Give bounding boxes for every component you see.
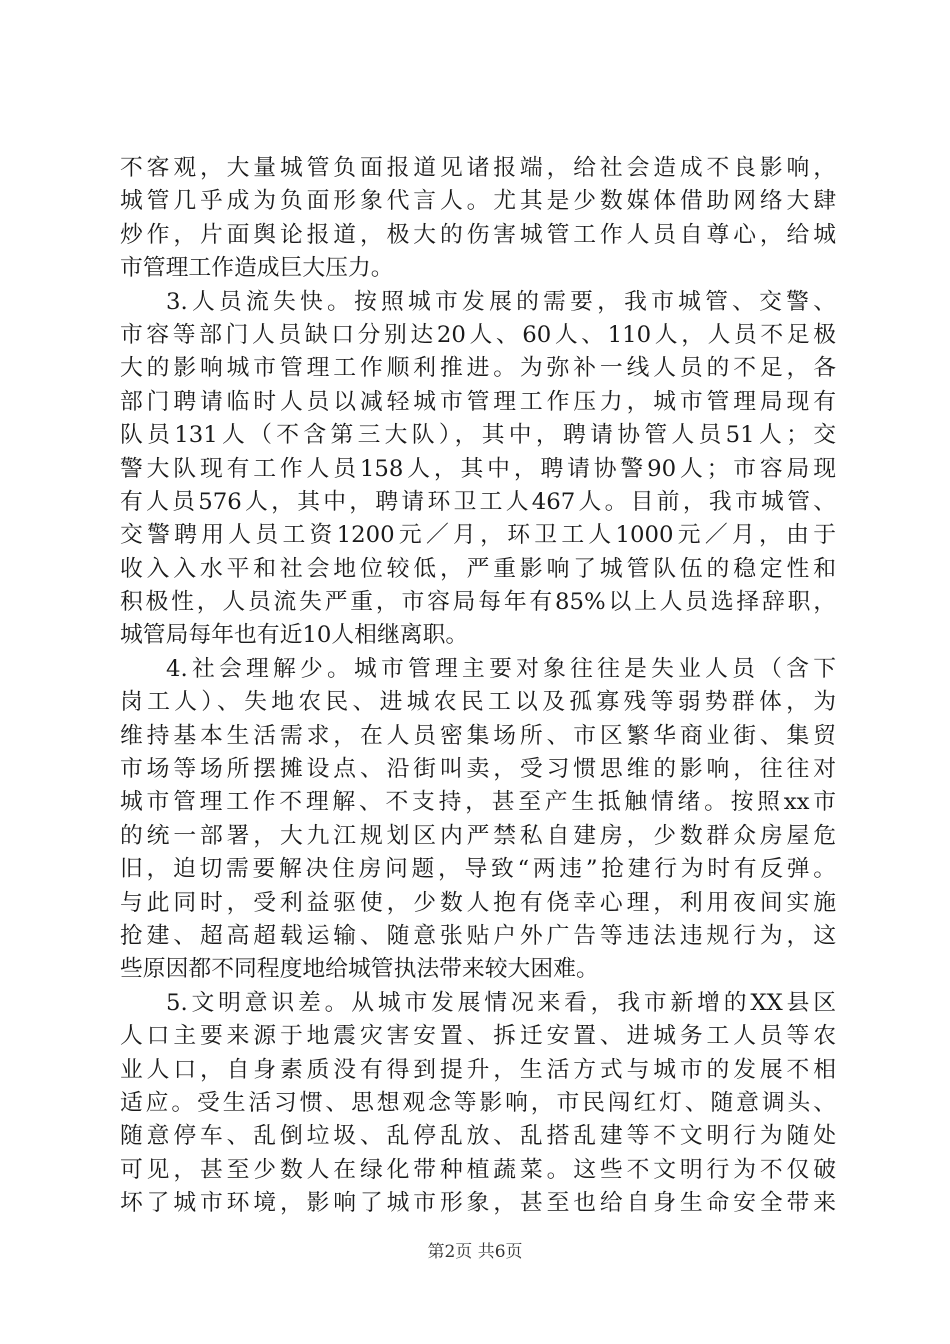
text-line: 部门聘请临时人员以减轻城市管理工作压力，城市管理局现有 xyxy=(120,388,836,415)
text-line: 城管几乎成为负面形象代言人。尤其是少数媒体借助网络大肆 xyxy=(120,188,836,215)
text-line: 市管理工作造成巨大压力。 xyxy=(120,255,394,282)
page-number-footer: 第2页 共6页 xyxy=(427,1242,523,1262)
text-line: 收入入水平和社会地位较低，严重影响了城管队伍的稳定性和 xyxy=(120,555,836,582)
text-line: 不客观，大量城管负面报道见诸报端，给社会造成不良影响， xyxy=(120,155,836,181)
paragraph-heading-line: 5.文明意识差。从城市发展情况来看，我市新增的XX县区 xyxy=(166,989,836,1016)
text-line: 适应。受生活习惯、思想观念等影响，市民闯红灯、随意调头、 xyxy=(120,1089,836,1116)
text-line: 旧，迫切需要解决住房问题，导致“两违”抢建行为时有反弹。 xyxy=(120,856,836,883)
text-line: 炒作，片面舆论报道，极大的伤害城管工作人员自尊心，给城 xyxy=(120,221,836,248)
text-line: 的统一部署，大九江规划区内严禁私自建房，少数群众房屋危 xyxy=(120,822,836,849)
text-line: 人口主要来源于地震灾害安置、拆迁安置、进城务工人员等农 xyxy=(120,1023,836,1050)
text-line: 岗工人）、失地农民、进城农民工以及孤寡残等弱势群体，为 xyxy=(120,689,836,716)
text-line: 抢建、超高超载运输、随意张贴户外广告等违法违规行为，这 xyxy=(120,922,836,949)
document-body xyxy=(120,152,836,1221)
text-line: 积极性，人员流失严重，市容局每年有85%以上人员选择辞职， xyxy=(120,589,836,616)
text-line: 维持基本生活需求，在人员密集场所、市区繁华商业街、集贸 xyxy=(120,722,836,749)
text-line: 交警聘用人员工资1200元／月，环卫工人1000元／月，由于 xyxy=(120,522,836,549)
text-line: 大的影响城市管理工作顺利推进。为弥补一线人员的不足，各 xyxy=(120,355,836,382)
text-line: 些原因都不同程度地给城管执法带来较大困难。 xyxy=(120,956,599,983)
text-line: 坏了城市环境，影响了城市形象，甚至也给自身生命安全带来 xyxy=(120,1190,836,1217)
text-line: 业人口，自身素质没有得到提升，生活方式与城市的发展不相 xyxy=(120,1056,836,1083)
paragraph-heading-line: 3.人员流失快。按照城市发展的需要，我市城管、交警、 xyxy=(166,288,836,315)
text-line: 警大队现有工作人员158人，其中，聘请协警90人；市容局现 xyxy=(120,455,836,482)
text-line: 可见，甚至少数人在绿化带种植蔬菜。这些不文明行为不仅破 xyxy=(120,1156,836,1183)
text-line: 市容等部门人员缺口分别达20人、60人、110人，人员不足极 xyxy=(120,321,836,348)
text-line: 与此同时，受利益驱使，少数人抱有侥幸心理，利用夜间实施 xyxy=(120,889,836,916)
text-line: 随意停车、乱倒垃圾、乱停乱放、乱搭乱建等不文明行为随处 xyxy=(120,1123,836,1150)
text-line: 有人员576人，其中，聘请环卫工人467人。目前，我市城管、 xyxy=(120,488,836,515)
text-line: 市场等场所摆摊设点、沿街叫卖，受习惯思维的影响，往往对 xyxy=(120,756,836,783)
text-line: 队员131人（不含第三大队），其中，聘请协管人员51人；交 xyxy=(120,422,836,449)
text-line: 城管局每年也有近10人相继离职。 xyxy=(120,622,469,649)
paragraph-heading-line: 4.社会理解少。城市管理主要对象往往是失业人员（含下 xyxy=(166,655,836,682)
text-line: 城市管理工作不理解、不支持，甚至产生抵触情绪。按照xx市 xyxy=(120,789,836,816)
